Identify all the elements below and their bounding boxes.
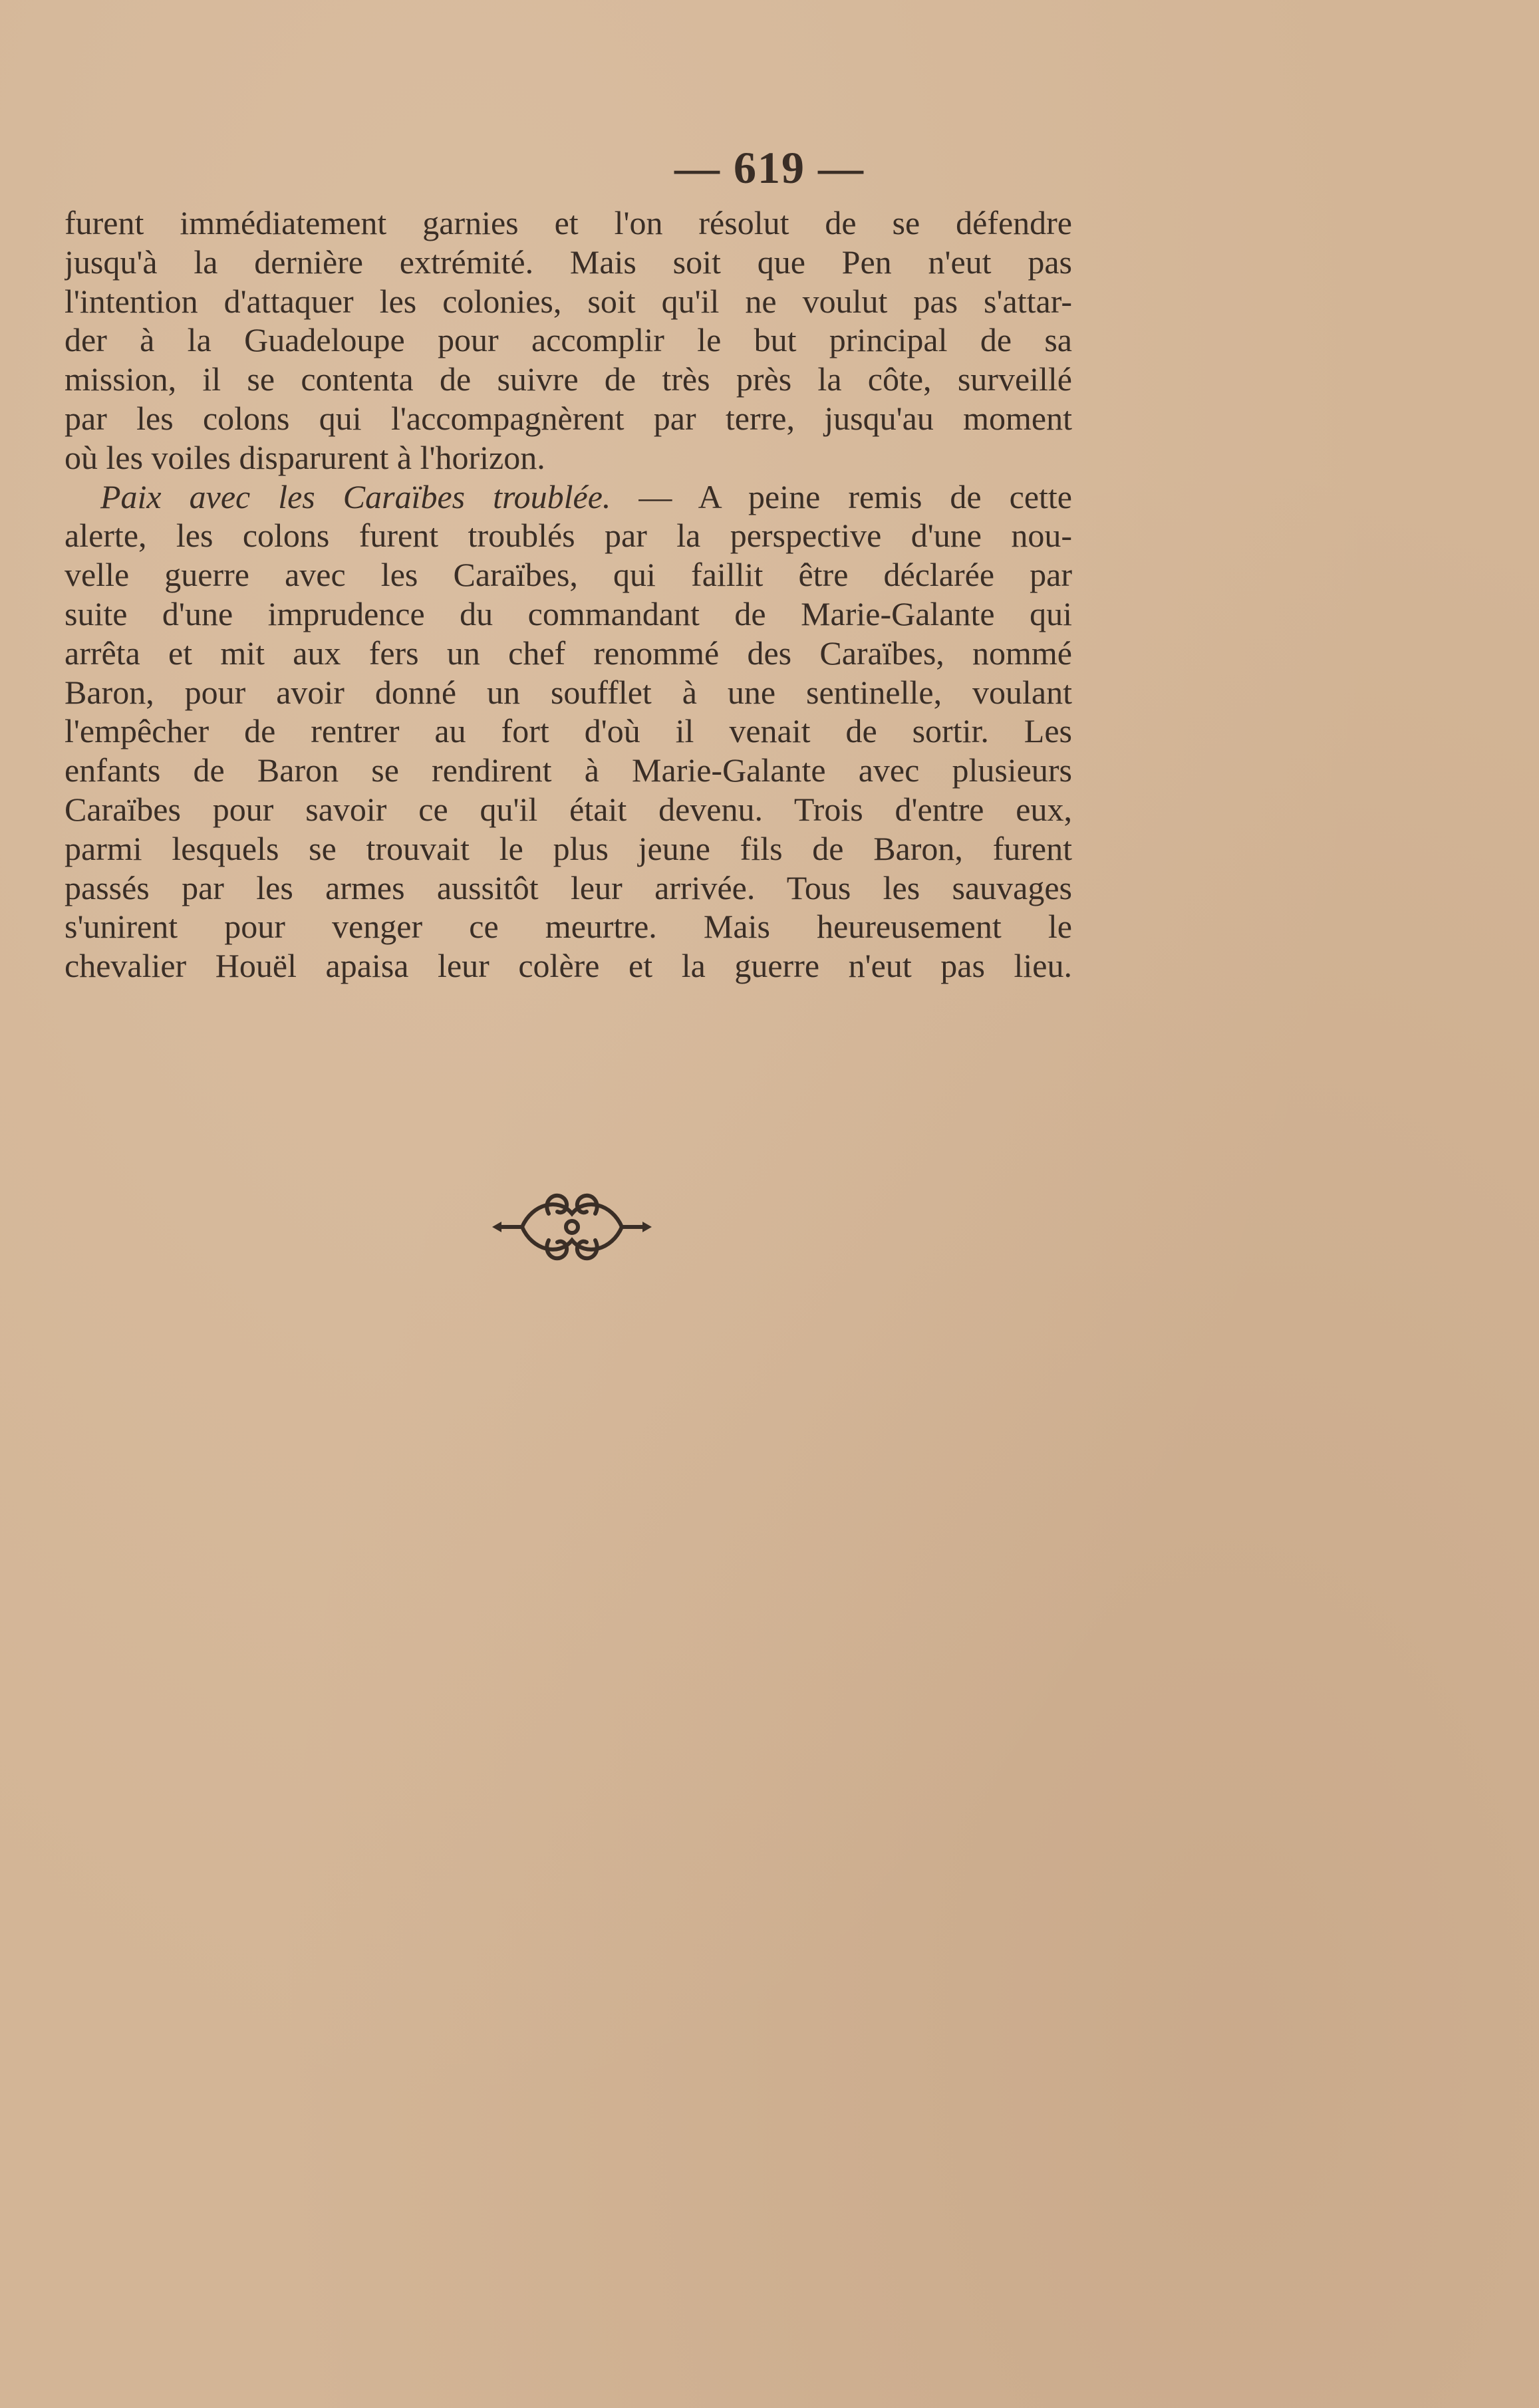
fleuron-ornament-icon	[486, 1177, 658, 1277]
text-line: l'empêcher de rentrer au fort d'où il venait de sortir. Les	[65, 712, 1072, 750]
text-line: enfants de Baron se rendirent à Marie-Galante avec plusieurs	[65, 751, 1072, 789]
text-line: l'intention d'attaquer les colonies, soit qu'il ne voulut pas s'attar-	[65, 282, 1072, 320]
text-line: où les voiles disparurent à l'horizon.	[65, 438, 545, 476]
text-line: Baron, pour avoir donné un soufflet à une sentinelle, voulant	[65, 673, 1072, 711]
text-line: par les colons qui l'accompagnèrent par terre, jusqu'au moment	[65, 399, 1072, 437]
text-line: velle guerre avec les Caraïbes, qui faillit être déclarée par	[65, 556, 1072, 594]
text-line: Caraïbes pour savoir ce qu'il était devenu. Trois d'entre eux,	[65, 790, 1072, 828]
text-line: suite d'une imprudence du commandant de Marie-Galante qui	[65, 595, 1072, 632]
page-number: — 619 —	[674, 142, 865, 193]
text-line: der à la Guadeloupe pour accomplir le but principal de sa	[65, 321, 1072, 359]
text-line: passés par les armes aussitôt leur arrivée. Tous les sauvages	[65, 869, 1072, 906]
text-line: arrêta et mit aux fers un chef renommé des Caraïbes, nommé	[65, 634, 1072, 672]
text-line-rest: — A peine remis de cette	[611, 477, 1072, 515]
text-line: s'unirent pour venger ce meurtre. Mais heureusement le	[65, 908, 1072, 946]
text-line: chevalier Houël apaisa leur colère et la guerre n'eut pas lieu.	[65, 947, 1072, 985]
section-heading: Paix avec les Caraïbes troublée.	[100, 477, 611, 515]
text-line: parmi lesquels se trouvait le plus jeune fils de Baron, furent	[65, 829, 1072, 867]
text-line: alerte, les colons furent troublés par la perspective d'une nou-	[65, 517, 1072, 555]
body-text	[65, 203, 1072, 986]
text-line: furent immédiatement garnies et l'on résolut de se défendre	[65, 204, 1072, 241]
text-line: jusqu'à la dernière extrémité. Mais soit que Pen n'eut pas	[65, 243, 1072, 281]
text-line: mission, il se contenta de suivre de très près la côte, surveillé	[65, 360, 1072, 398]
section-heading-line	[65, 477, 1072, 517]
